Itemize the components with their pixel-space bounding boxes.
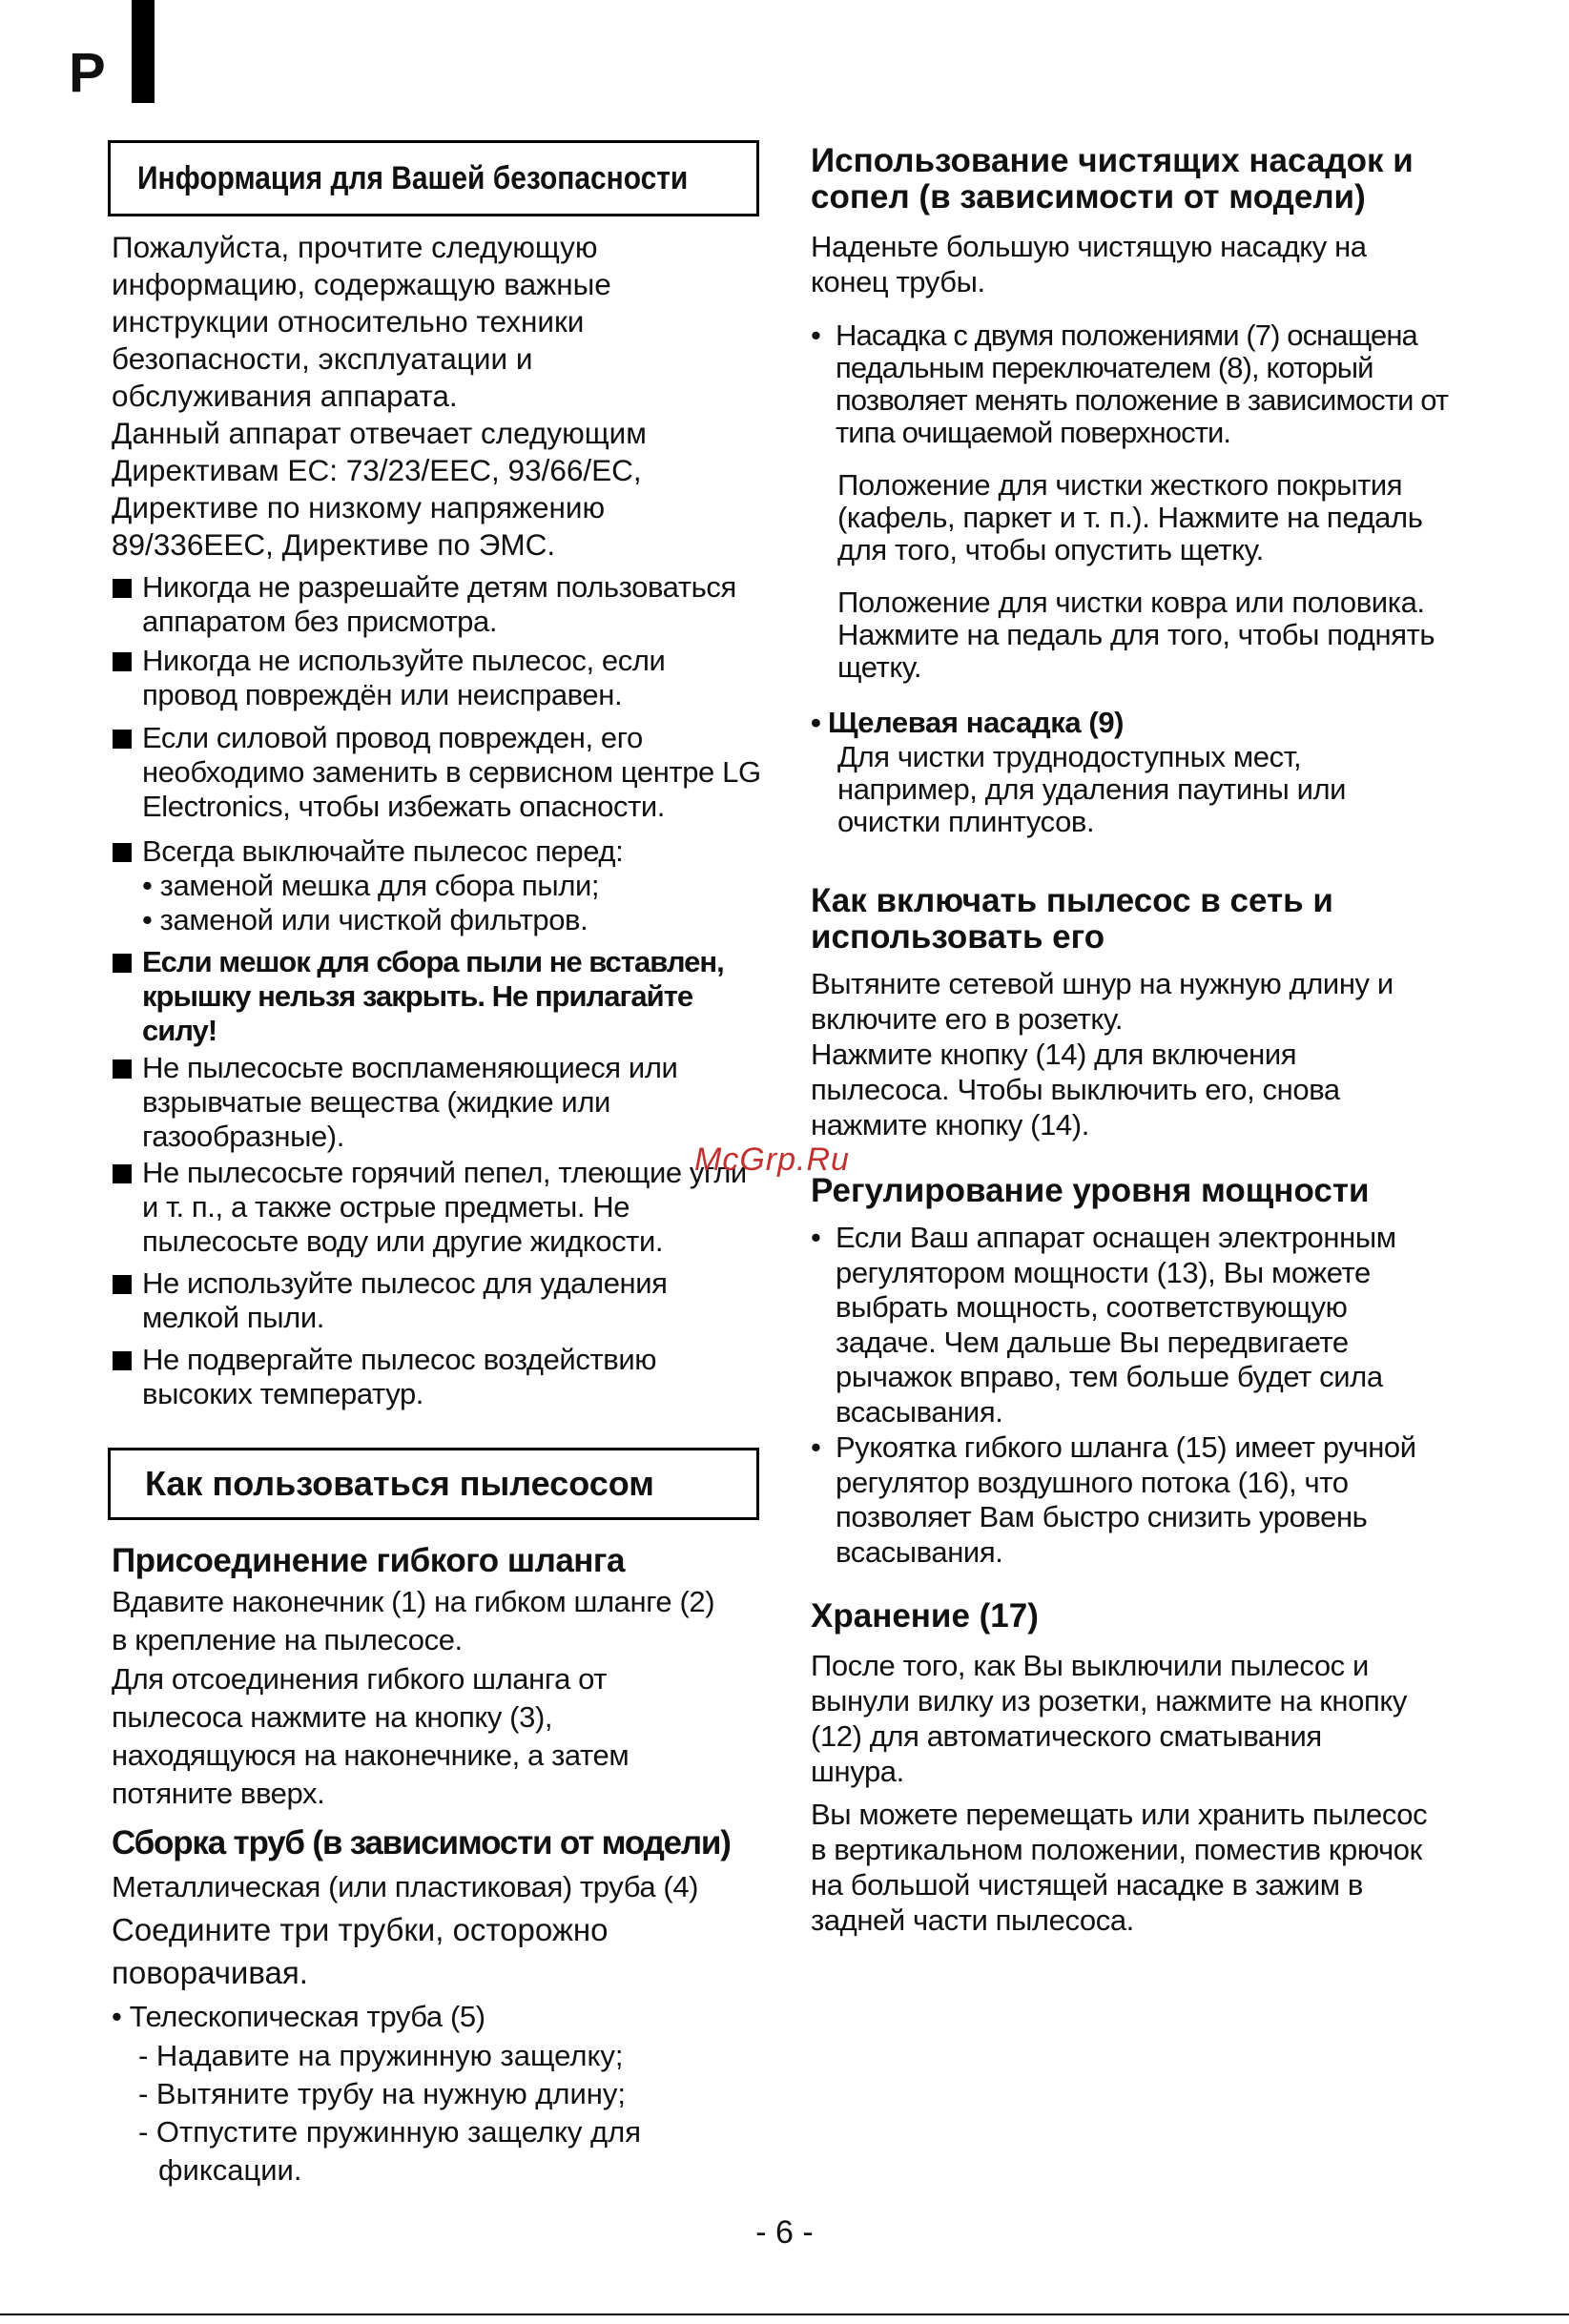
watermark: McGrp.Ru [694, 1141, 850, 1178]
bullet-dot-icon: • [811, 706, 821, 739]
square-bullet-icon [113, 843, 132, 862]
usage-section-header [108, 1448, 759, 1520]
safety-intro-2: Данный аппарат отвечает следующим Директивам ЕС: 73/23/EEC, 93/66/EC, Директиве по низкому напряжению 89/336EEC, Директиве по ЭМС. [112, 416, 647, 562]
safety-item-4-sub-1: • заменой мешка для сбора пыли; [142, 869, 600, 902]
square-bullet-icon [113, 1351, 132, 1370]
suction-bullet-2-text: Рукоятка гибкого шланга (15) имеет ручной регулятор воздушного потока (16), что позволяет Вам быстро снизить уровень всасывания. [836, 1430, 1416, 1569]
nozzles-bullet-1-text: Насадка с двумя положениями (7) оснащена педальным переключателем (8), который позволяет менять положение в зависимости от типа очищаемой поверхности. [836, 319, 1449, 449]
suction-bullet-1-text: Если Ваш аппарат оснащен электронным регулятором мощности (13), Вы можете выбрать мощность, соответствующую задаче. Чем дальше Вы передвигаете рычажок вправо, тем больше будет сила всасывания. [836, 1221, 1396, 1429]
safety-item-text: Никогда не используйте пылесос, если провод повреждён или неисправен. [142, 644, 666, 711]
crevice-text: Для чистки труднодоступных мест, например, для удаления паутины или очистки плинтусов. [837, 740, 1347, 838]
safety-item-8 [112, 1266, 779, 1335]
telescope-bullet: • Телескопическая труба (5) [112, 2000, 485, 2033]
safety-item-4-main: Всегда выключайте пылесос перед: [142, 834, 624, 868]
usage-title: Как пользоваться пылесосом [145, 1464, 654, 1503]
safety-item-6 [112, 1051, 779, 1154]
nozzles-heading: Использование чистящих насадок и сопел (в зависимости от модели) [811, 142, 1414, 216]
safety-item-text: Если мешок для сбора пыли не вставлен, крышку нельзя закрыть. Не прилагайте силу! [142, 945, 724, 1047]
safety-item-text [142, 834, 772, 937]
language-letter: P [69, 42, 106, 104]
safety-item-text: Не пылесосьте воспламеняющиеся или взрывчатые вещества (жидкие или газообразные). [142, 1051, 678, 1153]
square-bullet-icon [113, 652, 132, 671]
bullet-dot-icon: • [811, 1221, 821, 1254]
bullet-dot-icon: • [811, 319, 821, 352]
telescope-step-4: фиксации. [158, 2153, 302, 2187]
suction-bullet-1 [811, 1221, 1459, 1429]
nozzles-bullet-1 [811, 319, 1459, 449]
suction-bullet-2 [811, 1430, 1459, 1570]
safety-item-text: Если силовой провод поврежден, его необходимо заменить в сервисном центре LG Electronics, чтобы избежать опасности. [142, 721, 761, 823]
nozzles-hard-floor-text: Положение для чистки жесткого покрытия (кафель, паркет и т. п.). Нажмите на педаль для того, чтобы опустить щетку. [837, 468, 1423, 566]
storage-heading: Хранение (17) [811, 1597, 1039, 1635]
nozzles-carpet-text: Положение для чистки ковра или половика. Нажмите на педаль для того, чтобы поднять щетку. [837, 586, 1435, 684]
telescope-step-2: - Вытяните трубу на нужную длину; [138, 2077, 627, 2110]
storage-paragraph-2: Вы можете перемещать или хранить пылесос в вертикальном положении, поместив крючок на большой чистящей насадке в зажим в задней части пылесоса. [811, 1798, 1428, 1937]
square-bullet-icon [113, 579, 132, 598]
bullet-dot-icon: • [811, 1430, 821, 1464]
crevice-bullet [811, 707, 1459, 739]
square-bullet-icon [113, 1164, 132, 1183]
power-heading: Как включать пылесос в сеть и использовать его [811, 882, 1333, 956]
safety-item-text: Не используйте пылесос для удаления мелкой пыли. [142, 1266, 668, 1334]
suction-heading: Регулирование уровня мощности [811, 1172, 1370, 1209]
safety-item-7 [112, 1156, 779, 1259]
safety-item-text: Не пылесосьте горячий пепел, тлеющие угли и т. п., а также острые предметы. Не пылесосьте воду или другие жидкости. [142, 1156, 747, 1258]
safety-item-1 [112, 570, 779, 639]
square-bullet-icon [113, 954, 132, 973]
square-bullet-icon [113, 730, 132, 749]
hose-paragraph-2: Для отсоединения гибкого шланга от пылесоса нажмите на кнопку (3), находящуюся на наконечнике, а затем потяните вверх. [112, 1662, 630, 1810]
safety-item-2 [112, 644, 779, 712]
page-number: - 6 - [755, 2214, 814, 2251]
power-paragraph-2: Нажмите кнопку (14) для включения пылесоса. Чтобы выключить его, снова нажмите кнопку (14). [811, 1038, 1340, 1141]
pipes-paragraph-1: Металлическая (или пластиковая) труба (4) [112, 1870, 699, 1903]
crevice-title: Щелевая насадка (9) [828, 706, 1125, 739]
pipes-heading: Сборка труб (в зависимости от модели) [112, 1824, 731, 1861]
safety-item-4 [112, 834, 779, 937]
power-paragraph-1: Вытяните сетевой шнур на нужную длину и включите его в розетку. [811, 967, 1394, 1036]
header-black-bar [132, 0, 155, 103]
pipes-paragraph-2: Соедините три трубки, осторожно поворачивая. [112, 1912, 609, 1990]
safety-section-header [108, 140, 759, 216]
safety-item-5 [112, 945, 779, 1048]
nozzles-paragraph-1: Наденьте большую чистящую насадку на конец трубы. [811, 230, 1367, 298]
square-bullet-icon [113, 1059, 132, 1079]
bottom-rule [0, 2314, 1569, 2315]
safety-title: Информация для Вашей безопасности [137, 159, 689, 196]
square-bullet-icon [113, 1275, 132, 1294]
storage-paragraph-1: После того, как Вы выключили пылесос и вынули вилку из розетки, нажмите на кнопку (12) для автоматического сматывания шнура. [811, 1649, 1407, 1788]
telescope-step-3: - Отпустите пружинную защелку для [138, 2115, 641, 2149]
hose-paragraph-1: Вдавите наконечник (1) на гибком шланге (2) в крепление на пылесосе. [112, 1585, 715, 1656]
safety-intro-1: Пожалуйста, прочтите следующую информацию, содержащую важные инструкции относительно техники безопасности, эксплуатации и обслуживания аппарата. [112, 230, 611, 413]
safety-item-text: Никогда не разрешайте детям пользоваться аппаратом без присмотра. [142, 570, 736, 638]
safety-item-3 [112, 721, 779, 824]
hose-heading: Присоединение гибкого шланга [112, 1542, 625, 1579]
safety-item-9 [112, 1343, 779, 1411]
telescope-step-1: - Надавите на пружинную защелку; [138, 2039, 624, 2072]
safety-item-text: Не подвергайте пылесос воздействию высоких температур. [142, 1343, 657, 1410]
safety-item-4-sub-2: • заменой или чисткой фильтров. [142, 903, 588, 936]
